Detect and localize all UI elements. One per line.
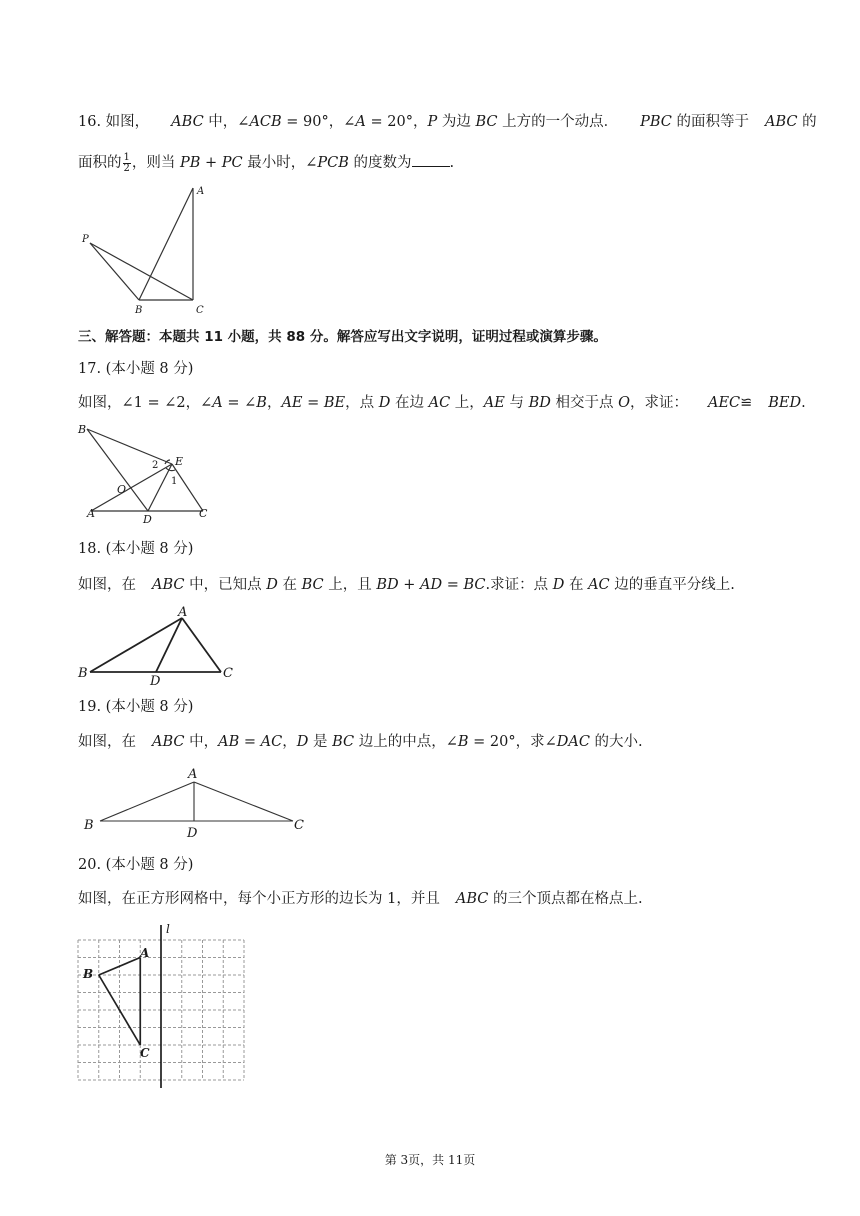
q18-header: 18. (本小题 8 分) [78,541,194,557]
q17-label-1: 1 [171,476,178,487]
q19-label-d: D [187,826,198,841]
q18-label-a: A [178,605,188,620]
q18-figure [76,603,246,689]
q18-label-c: C [223,666,233,681]
q19-figure [80,765,320,840]
q19-text: 如图，在 ABC 中，AB = AC，D 是 BC 边上的中点，∠B = 20°，求∠DAC 的大小. [78,734,643,750]
q20-text: 如图，在正方形网格中，每个小正方形的边长为 1，并且 ABC 的三个顶点都在格点上. [78,891,643,907]
q16-line2: 面积的 $\frac{1}{2}$ ，则当 PB + PC 最小时，∠PCB 的度数为 . [78,151,455,174]
q16-label-a: A [197,186,205,197]
answer-blank [412,152,450,167]
q16-figure [78,182,228,317]
q16-label-c: C [196,305,204,316]
q17-text: 如图，∠1 = ∠2，∠A = ∠B，AE = BE，点 D 在边 AC 上，AE 与 BD 相交于点 O，求证： AEC≌ BED. [78,395,806,411]
q16-label-b: B [135,305,143,316]
q19-label-b: B [84,818,94,833]
q17-label-c: C [199,507,208,520]
q17-label-d: D [143,513,152,526]
q17-label-2: 2 [152,460,159,471]
q19-label-a: A [188,767,198,782]
q17-label-a: A [87,507,95,520]
section-title: 三、解答题：本题共 11 小题，共 88 分。解答应写出文字说明，证明过程或演算步骤。 [78,329,607,345]
page-footer: 第 3页，共 11页 [384,1153,476,1167]
q17-figure [76,420,226,525]
q16-line1: 16. 如图， ABC 中，∠ACB = 90°，∠A = 20°，P 为边 BC 上方的一个动点． PBC 的面积等于 ABC 的 [78,114,817,130]
q20-label-c: C [140,1046,150,1060]
q19-label-c: C [294,818,304,833]
q17-header: 17. (本小题 8 分) [78,361,194,377]
fraction: $\frac{1}{2}$ [123,151,130,174]
q20-label-a: A [140,946,150,960]
q19-header: 19. (本小题 8 分) [78,699,194,715]
q20-grid-figure [70,920,250,1090]
q17-label-o: O [117,483,127,496]
q17-label-e: E [175,455,184,468]
q18-label-b: B [78,666,88,681]
q18-label-d: D [150,674,161,689]
q18-text: 如图，在 ABC 中，已知点 D 在 BC 上，且 BD + AD = BC.求证：点 D 在 AC 边的垂直平分线上. [78,577,735,593]
q17-label-b: B [78,423,87,436]
q20-label-b: B [83,967,94,981]
q20-label-l: l [166,922,170,936]
q16-label-p: P [82,234,89,245]
q20-header: 20. (本小题 8 分) [78,857,194,873]
